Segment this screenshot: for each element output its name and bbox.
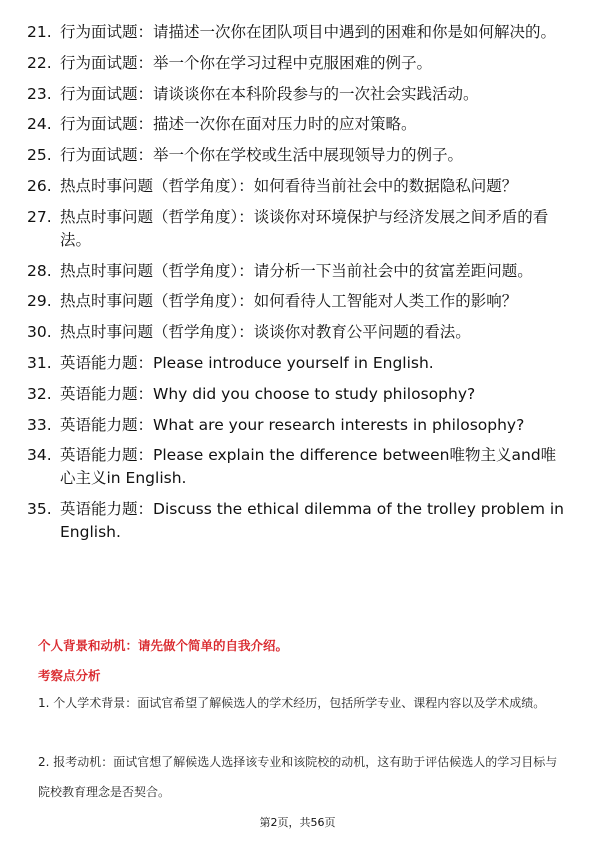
question-category: 英语能力题： (60, 353, 154, 372)
question-item (27, 175, 567, 198)
question-category: 热点时事问题（哲学角度）： (60, 176, 254, 195)
question-category: 英语能力题： (60, 384, 154, 403)
section-subheading: 考察点分析 (38, 668, 101, 683)
question-number: 23. (27, 84, 52, 103)
question-text-wrap (60, 383, 567, 406)
question-text: Please explain the difference between唯物主义and唯心主义in English. (60, 446, 557, 488)
question-text-wrap (60, 414, 567, 437)
question-text: 请分析一下当前社会中的贫富差距问题。 (253, 261, 533, 280)
question-number: 32. (27, 384, 52, 403)
question-number: 24. (27, 115, 52, 134)
question-number: 22. (27, 53, 52, 72)
question-item (27, 290, 567, 313)
question-item (27, 321, 567, 344)
question-number: 31. (27, 353, 52, 372)
question-text-wrap (60, 52, 567, 75)
question-category: 行为面试题： (60, 115, 154, 134)
question-item (27, 260, 567, 283)
question-number: 34. (27, 446, 52, 465)
question-text-wrap (60, 83, 567, 106)
question-item (27, 113, 567, 136)
question-text: What are your research interests in philosophy? (153, 415, 525, 434)
question-text: 谈谈你对教育公平问题的看法。 (253, 323, 471, 342)
question-text: 如何看待当前社会中的数据隐私问题？ (253, 176, 518, 195)
question-text: 举一个你在学习过程中克服困难的例子。 (153, 53, 433, 72)
question-text: 请描述一次你在团队项目中遇到的困难和你是如何解决的。 (153, 23, 557, 41)
question-category: 行为面试题： (60, 84, 154, 103)
question-text-wrap (60, 21, 567, 44)
question-category: 英语能力题： (60, 500, 154, 519)
question-text: Discuss the ethical dilemma of the trolley problem in English. (60, 500, 564, 542)
question-text: 举一个你在学校或生活中展现领导力的例子。 (153, 146, 464, 165)
question-text-wrap (60, 175, 567, 198)
question-text: 描述一次你在面对压力时的应对策略。 (153, 115, 417, 134)
question-number: 21. (27, 23, 52, 41)
question-text-wrap (60, 290, 567, 313)
question-category: 行为面试题： (60, 146, 154, 165)
question-text: 请谈谈你在本科阶段参与的一次社会实践活动。 (153, 84, 479, 103)
question-category: 行为面试题： (60, 53, 154, 72)
question-text-wrap (60, 352, 567, 375)
question-item (27, 444, 567, 490)
question-number: 26. (27, 176, 52, 195)
question-category: 热点时事问题（哲学角度）： (60, 292, 254, 311)
question-item (27, 144, 567, 167)
question-text-wrap (60, 113, 567, 136)
question-number: 25. (27, 146, 52, 165)
question-item (27, 352, 567, 375)
question-number: 30. (27, 323, 52, 342)
analysis-point: 2. 报考动机：面试官想了解候选人选择该专业和该院校的动机，这有助于评估候选人的学习目标与院校教育理念是否契合。 (38, 755, 558, 799)
question-item (27, 206, 567, 252)
question-category: 热点时事问题（哲学角度）： (60, 323, 254, 342)
page-footer: 第2页，共56页 (259, 816, 336, 829)
question-item (27, 21, 567, 44)
question-text: 如何看待人工智能对人类工作的影响？ (253, 292, 518, 311)
question-item (27, 83, 567, 106)
question-number: 27. (27, 207, 52, 226)
question-text: Please introduce yourself in English. (153, 353, 434, 372)
question-item (27, 414, 567, 437)
question-category: 热点时事问题（哲学角度）： (60, 261, 254, 280)
question-text-wrap (60, 206, 567, 252)
question-item (27, 383, 567, 406)
question-number: 33. (27, 415, 52, 434)
question-text-wrap (60, 260, 567, 283)
question-list (27, 21, 567, 552)
question-text-wrap (60, 144, 567, 167)
question-category: 英语能力题： (60, 415, 154, 434)
question-number: 35. (27, 500, 52, 519)
question-text: Why did you choose to study philosophy? (153, 384, 476, 403)
question-item (27, 498, 567, 544)
section-heading: 个人背景和动机：请先做个简单的自我介绍。 (38, 638, 289, 653)
question-category: 行为面试题： (60, 23, 154, 41)
question-category: 热点时事问题（哲学角度）： (60, 207, 254, 226)
question-category: 英语能力题： (60, 446, 154, 465)
question-text: 谈谈你对环境保护与经济发展之间矛盾的看法。 (60, 207, 549, 249)
question-number: 29. (27, 292, 52, 311)
question-text-wrap (60, 444, 567, 490)
question-text-wrap (60, 321, 567, 344)
question-number: 28. (27, 261, 52, 280)
analysis-point: 1. 个人学术背景：面试官希望了解候选人的学术经历，包括所学专业、课程内容以及学术成绩。 (38, 696, 546, 710)
question-text-wrap (60, 498, 567, 544)
question-item (27, 52, 567, 75)
